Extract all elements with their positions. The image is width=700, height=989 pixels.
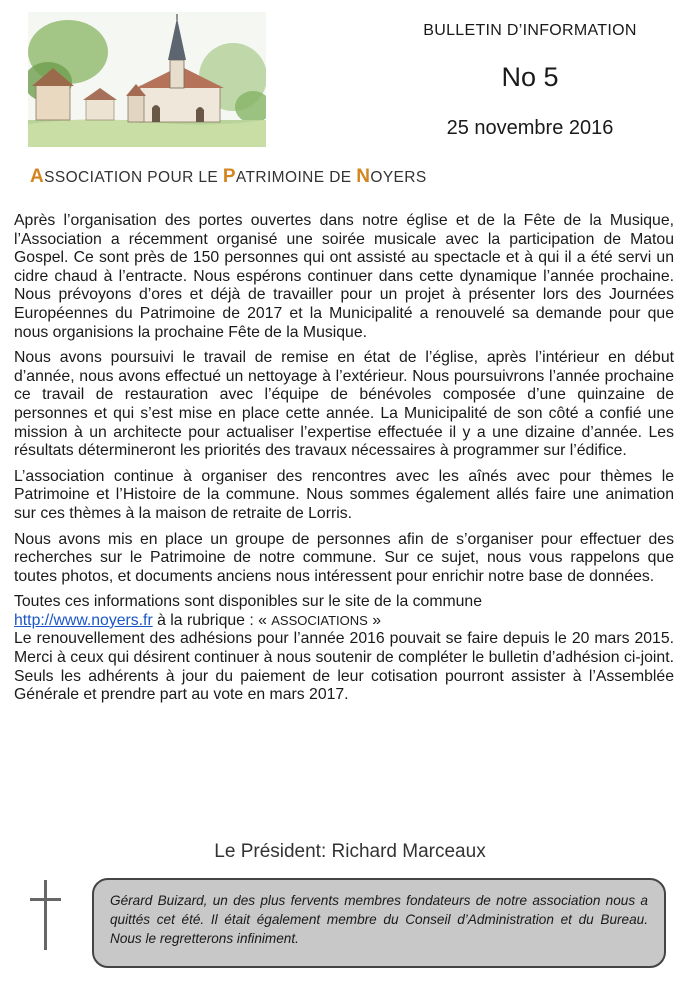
paragraph-research: Nous avons mis en place un groupe de personnes afin de s’organiser pour effectuer des recherches sur le Patrimoine de notre commune. Sur ce sujet, nous vous rappelons que toutes photos, et documents anciens nous intéressent pour enrichir notre base de données. bbox=[14, 530, 674, 585]
link-suffix: à la rubrique : « bbox=[152, 611, 272, 629]
info-block bbox=[14, 593, 674, 630]
paragraph-events: Après l’organisation des portes ouvertes dans notre église et de la Fête de la Musique, l’Association a récemment organisé une soirée musicale avec la participation de Matou Gospel. Ce sont près de 150 personnes qui ont assisté au spectacle et à qui il a été servi un cidre chaud à l’entracte. Nous espérons continuer dans cette dynamique l’année prochaine. Nous prévoyons d’ores et déjà de travailler pour un projet à présenter lors des Journées Européennes du Patrimoine de 2017 et la Municipalité a renouvelé sa demande pour que nous organisions la prochaine Fête de la Musique. bbox=[14, 212, 674, 341]
bulletin-date: 25 novembre 2016 bbox=[446, 117, 614, 139]
association-initial-n: N bbox=[356, 166, 371, 187]
paragraph-church-works: Nous avons poursuivi le travail de remise en état de l’église, après l’intérieur en début d’année, nous avons effectué un nettoyage à l’extérieur. Nous poursuivrons l’année prochaine ce travail de restauration avec l’équipe de bénévoles composée d’une quinzaine de personnes et qui s’est mise en place cette année. La Municipalité de son côté a confié une mission à un architecte pour actualiser l’expertise effectuée il y a une dizaine d’année. Les résultats détermineront les priorités des travaux nécessaires à programmer sur l’édifice. bbox=[14, 349, 674, 460]
commune-website-link[interactable]: http://www.noyers.fr bbox=[14, 611, 153, 629]
rubrique-name: ASSOCIATIONS bbox=[271, 612, 368, 628]
paragraph-membership: Le renouvellement des adhésions pour l’année 2016 pouvait se faire depuis le 20 mars 2015. Merci à ceux qui désirent continuer à nous soutenir de compléter le bulletin d’adhésion ci-joint. Seuls les adhérents à jour du paiement de leur cotisation pourront assister à l’Assemblée Générale et prendre part au vote en mars 2017. bbox=[14, 630, 674, 704]
church-illustration bbox=[28, 12, 266, 147]
association-name-part-3: OYERS bbox=[370, 169, 427, 186]
paragraph-elders: L’association continue à organiser des rencontres avec les aînés avec pour thèmes le Patrimoine et l’Histoire de la commune. Nous sommes également allés faire une animation sur ces thèmes à la maison de retraite de Lorris. bbox=[14, 467, 674, 522]
president-signature: Le Président: Richard Marceaux bbox=[214, 841, 486, 862]
association-name-part-1: SSOCIATION POUR LE bbox=[44, 169, 223, 186]
bulletin-body bbox=[14, 212, 674, 712]
rubrique-close: » bbox=[367, 611, 382, 629]
bulletin-title: BULLETIN D’INFORMATION bbox=[423, 22, 637, 39]
association-name bbox=[30, 166, 427, 188]
association-initial-p: P bbox=[222, 166, 236, 187]
bulletin-number: No 5 bbox=[501, 62, 559, 92]
info-line: Toutes ces informations sont disponibles sur le site de la commune bbox=[14, 593, 482, 611]
association-name-part-2: ATRIMOINE DE bbox=[235, 169, 357, 186]
memorial-notice: Gérard Buizard, un des plus fervents membres fondateurs de notre association nous a quittés cet été. Il était également membre du Conseil d’Administration et du Bureau. Nous le regretterons infiniment. bbox=[92, 878, 666, 968]
cross-icon bbox=[28, 880, 64, 950]
association-initial-a: A bbox=[30, 166, 45, 187]
